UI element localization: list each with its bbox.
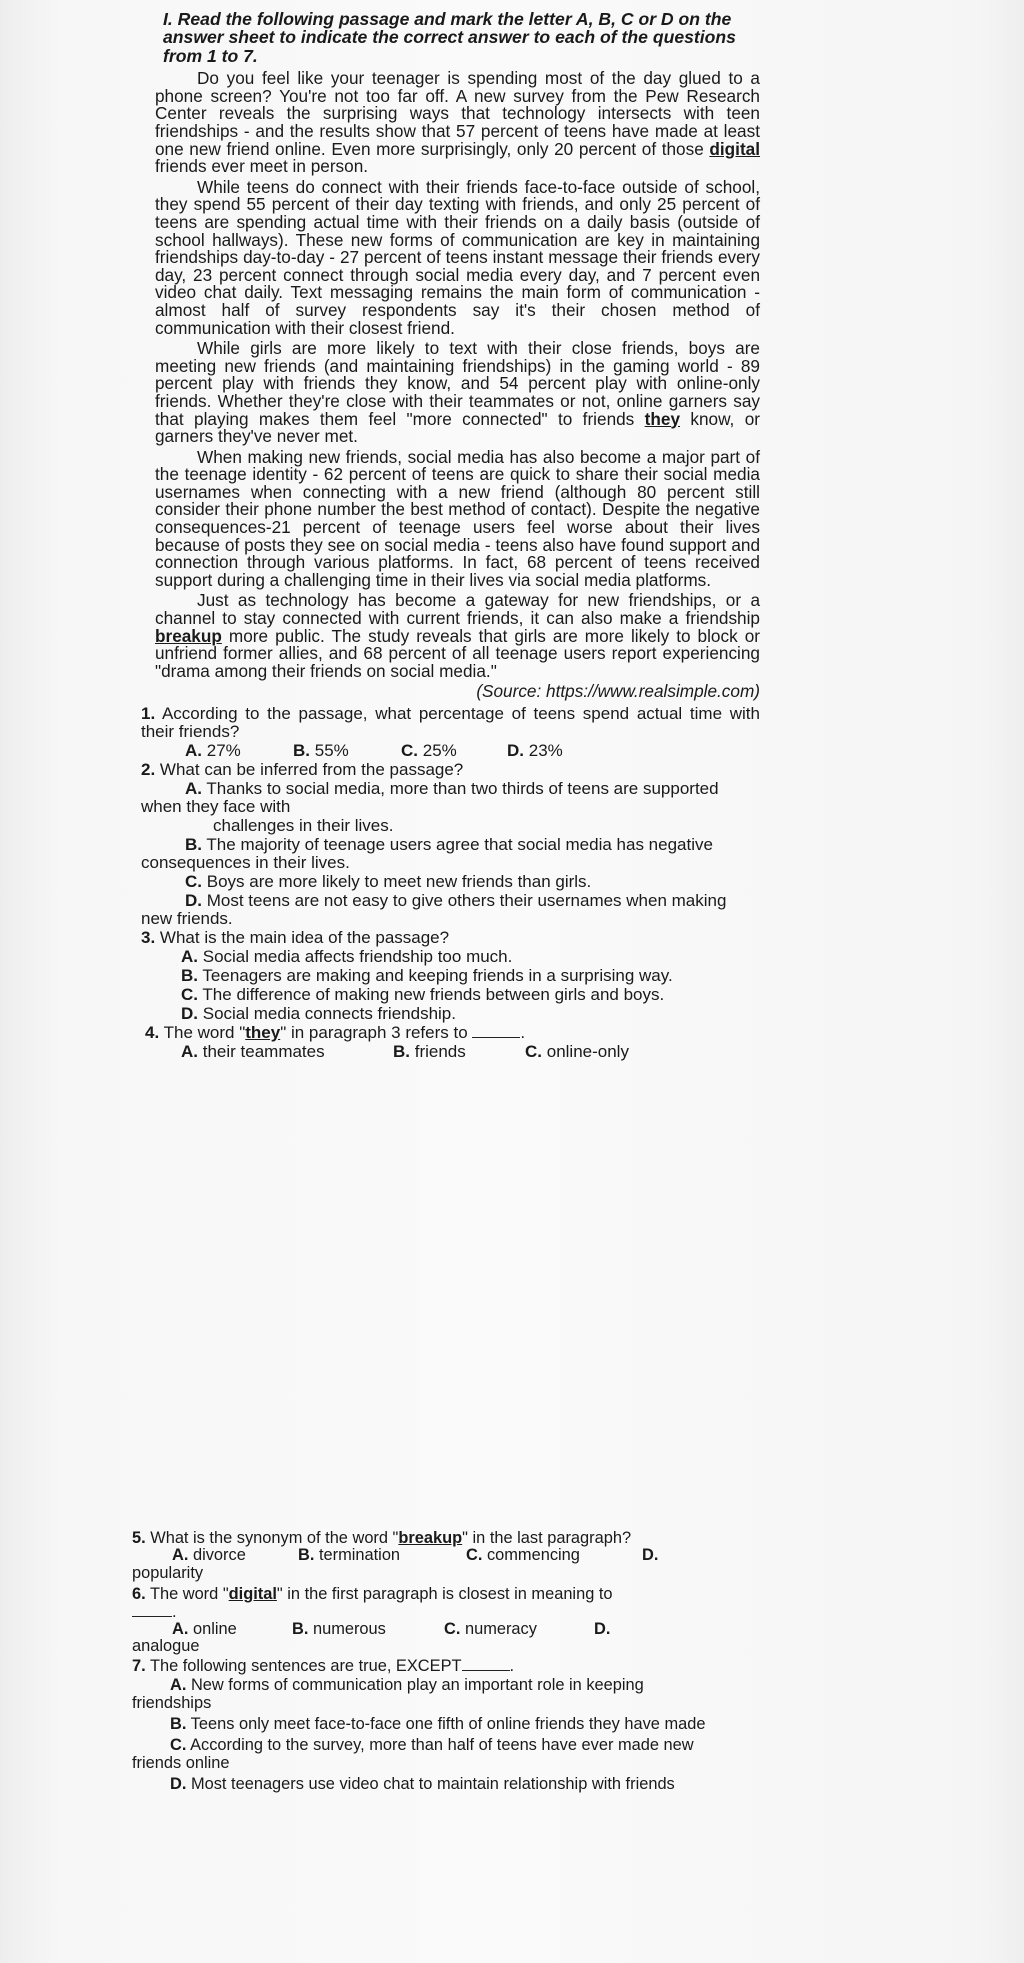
option-letter: C. [401, 741, 418, 760]
option-text: termination [318, 1546, 401, 1565]
option-c [444, 1621, 594, 1638]
paragraph-5 [155, 592, 760, 680]
option-text: Boys are more likely to meet new friends than girls. [206, 872, 592, 891]
option-letter: B. [170, 1715, 187, 1734]
option-c [141, 986, 760, 1004]
option-text: Most teens are not easy to give others their usernames when making new friends. [141, 891, 727, 928]
option-a-continued: challenges in their lives. [213, 816, 394, 835]
upper-section [141, 9, 760, 1062]
question-7: 7. The following sentences are true, EXCEPT . A. New forms of communication play an important role in keeping friendships B. Teens only meet face-to-face one fifth of online friends they have made C. According to the survey, more than half of teens have ever made new friends online D. Most teenagers use video chat to maintain relationship with friends [132, 1658, 722, 1794]
question-number: 1. [141, 704, 156, 723]
option-letter: A. [172, 1546, 189, 1565]
source-citation: (Source: https://www.realsimple.com) [476, 681, 760, 702]
option-letter: D. [181, 1004, 198, 1023]
question-2 [141, 761, 760, 928]
paragraph-5-text-b: more public. The study reveals that girls are more likely to block or unfriend former allies, and 68 percent of all teenage users report experiencing "drama among their friends on social media." [155, 625, 760, 681]
option-b [298, 1547, 466, 1564]
question-number: 6. [132, 1585, 146, 1604]
keyword-they: they [644, 408, 680, 429]
option-text: numeracy [464, 1620, 537, 1639]
keyword: they [245, 1023, 281, 1042]
option-b [132, 1716, 722, 1733]
option-text: 25% [422, 741, 457, 760]
option-d-text: analogue [132, 1637, 200, 1656]
option-text: commencing [486, 1546, 580, 1565]
question-number: 2. [141, 760, 156, 779]
option-text: The difference of making new friends between girls and boys. [202, 985, 665, 1004]
paragraph-3-text-b: know, or garners they've never met. [155, 408, 760, 447]
keyword: digital [228, 1585, 277, 1604]
answer-blank [472, 1025, 520, 1038]
options-row [132, 1621, 722, 1638]
option-b [393, 1043, 525, 1061]
paragraph-3-text-a: While girls are more likely to text with their close friends, boys are meeting new friends (and maintaining friendships) in the gaming world - 89 percent play with friends they know, and 54 percent play with online-only friends. Whether they're close with their teammates or not, online garners say that playing makes them feel "more connected" to friends [155, 338, 760, 429]
options-row [132, 1547, 722, 1564]
option-letter: A. [185, 779, 202, 798]
option-d [132, 1776, 722, 1793]
question-text-b: " in the first paragraph is closest in meaning to [276, 1585, 613, 1604]
option-letter: A. [185, 741, 202, 760]
option-letter: C. [466, 1546, 483, 1565]
option-a [172, 1547, 298, 1564]
question-5 [132, 1530, 722, 1582]
option-letter: A. [181, 947, 198, 966]
options-row [145, 1043, 760, 1061]
option-text: According to the survey, more than half of teens have ever made new friends online [132, 1736, 694, 1772]
option-c [525, 1043, 629, 1061]
question-text: The following sentences are true, EXCEPT [149, 1656, 462, 1675]
question-text-a: The word " [149, 1585, 229, 1604]
option-letter: B. [298, 1546, 315, 1565]
option-letter: D. [185, 891, 202, 910]
paragraph-2: While teens do connect with their friends face-to-face outside of school, they spend 55 percent of their day texting with friends, and only 25 percent of teens are spending actual time with their friends on a daily basis (outside of school hallways). These new forms of communication are key in maintaining friendships day-to-day - 27 percent of teens instant message their friends every day, 23 percent connect through social media every day, and 7 percent even video chat daily. Text messaging remains the main form of communication - almost half of survey respondents say it's their chosen method of communication with their closest friend. [155, 176, 760, 338]
question-4: 4. The word "they" in paragraph 3 refers to . A. their teammates B. friends C. online-only [145, 1024, 760, 1061]
question-text: According to the passage, what percentage of teens spend actual time with their friends? [141, 704, 760, 741]
paragraph-1 [155, 70, 760, 176]
question-number: 5. [132, 1529, 146, 1547]
option-letter: B. [185, 835, 202, 854]
option-a [132, 1677, 722, 1712]
option-a [185, 742, 293, 760]
option-text: Thanks to social media, more than two thirds of teens are supported when they face with [141, 779, 719, 816]
option-d [141, 1005, 760, 1023]
question-text-a: The word " [163, 1023, 246, 1042]
paragraph-1-text-b: friends ever meet in person. [155, 156, 369, 177]
instructions-heading: I. Read the following passage and mark the letter A, B, C or D on the answer sheet to indicate the correct answer to each of the questions from 1 to 7. [163, 9, 736, 66]
option-letter: D. [170, 1775, 187, 1794]
option-text: Most teenagers use video chat to maintain relationship with friends [190, 1775, 675, 1794]
lower-section [132, 1530, 722, 1794]
paragraph-5-text-a: Just as technology has become a gateway for new friendships, or a channel to stay connected with current friends, it can also make a friendship [155, 590, 760, 629]
option-text: Social media connects friendship. [202, 1004, 456, 1023]
answer-blank [462, 1658, 510, 1671]
option-text: online-only [546, 1042, 629, 1061]
question-number: 3. [141, 928, 156, 947]
question-text: What can be inferred from the passage? [159, 760, 464, 779]
question-number: 7. [132, 1656, 146, 1675]
option-b [292, 1621, 444, 1638]
option-d-letter: D. [594, 1620, 611, 1639]
option-letter: B. [393, 1042, 410, 1061]
answer-blank [132, 1604, 172, 1617]
question-text-a: What is the synonym of the word " [150, 1529, 399, 1547]
question-number: 4. [145, 1023, 160, 1042]
option-text: Teenagers are making and keeping friends in a surprising way. [202, 966, 673, 985]
option-letter: C. [525, 1042, 542, 1061]
option-letter: B. [292, 1620, 309, 1639]
option-text: 27% [206, 741, 241, 760]
option-letter: A. [181, 1042, 198, 1061]
paragraph-1-text-a: Do you feel like your teenager is spending most of the day glued to a phone screen? You're not too far off. A new survey from the Pew Research Center reveals the surprising ways that technology intersects with teen friendships - and the results show that 57 percent of teens have made at least one new friend online. Even more surprisingly, only 20 percent of those [155, 68, 760, 159]
option-text: 23% [528, 741, 563, 760]
option-text: The majority of teenage users agree that social media has negative consequences in their lives. [141, 835, 713, 872]
option-letter: C. [170, 1736, 187, 1755]
paragraph-3 [155, 340, 760, 446]
option-letter: B. [293, 741, 310, 760]
option-letter: D. [507, 741, 524, 760]
option-d [141, 892, 760, 928]
option-c [132, 1737, 722, 1772]
question-text: What is the main idea of the passage? [159, 928, 450, 947]
option-a [172, 1621, 292, 1638]
option-c [401, 742, 507, 760]
option-text: friends [414, 1042, 466, 1061]
option-c [141, 873, 760, 891]
option-b [293, 742, 401, 760]
option-letter: A. [172, 1620, 189, 1639]
keyword: breakup [398, 1529, 463, 1547]
paragraph-4: When making new friends, social media has also become a major part of the teenage identity - 62 percent of teens are quick to share their social media usernames when connecting with a new friend (although 80 percent still consider their phone number the best method of contact). Despite the negative consequences-21 percent of teenage users feel worse about their lives because of posts they see on social media - teens also have found support and connection through various platforms. In fact, 68 percent of teens received support during a challenging time in their lives via social media platforms. [155, 446, 760, 590]
option-text: Teens only meet face-to-face one fifth of online friends they have made [190, 1715, 706, 1734]
option-b [141, 836, 760, 872]
option-a [141, 780, 760, 816]
option-letter: C. [185, 872, 202, 891]
option-c [466, 1547, 642, 1564]
question-1 [141, 705, 760, 760]
option-letter: A. [170, 1676, 187, 1695]
option-letter: B. [181, 966, 198, 985]
keyword-digital: digital [709, 138, 760, 159]
option-a [181, 1043, 393, 1061]
question-3 [141, 929, 760, 1023]
question-text-b: " in paragraph 3 refers to [280, 1023, 468, 1042]
option-letter: C. [181, 985, 198, 1004]
options-row [141, 742, 760, 760]
answer-blank-line: . [132, 1604, 722, 1621]
option-text: their teammates [202, 1042, 325, 1061]
option-text: New forms of communication play an important role in keeping friendships [132, 1676, 644, 1712]
option-text: divorce [192, 1546, 246, 1565]
option-a [141, 948, 760, 966]
option-d [507, 742, 563, 760]
option-text: Social media affects friendship too much. [202, 947, 513, 966]
question-text-b: " in the last paragraph? [462, 1529, 632, 1547]
option-text: numerous [312, 1620, 386, 1639]
option-d-text: popularity [132, 1563, 204, 1582]
keyword-breakup: breakup [155, 625, 222, 646]
question-6 [132, 1586, 722, 1656]
option-letter: C. [444, 1620, 461, 1639]
option-d-letter: D. [642, 1546, 659, 1565]
option-b [141, 967, 760, 985]
option-text: online [192, 1620, 237, 1639]
option-text: 55% [314, 741, 349, 760]
